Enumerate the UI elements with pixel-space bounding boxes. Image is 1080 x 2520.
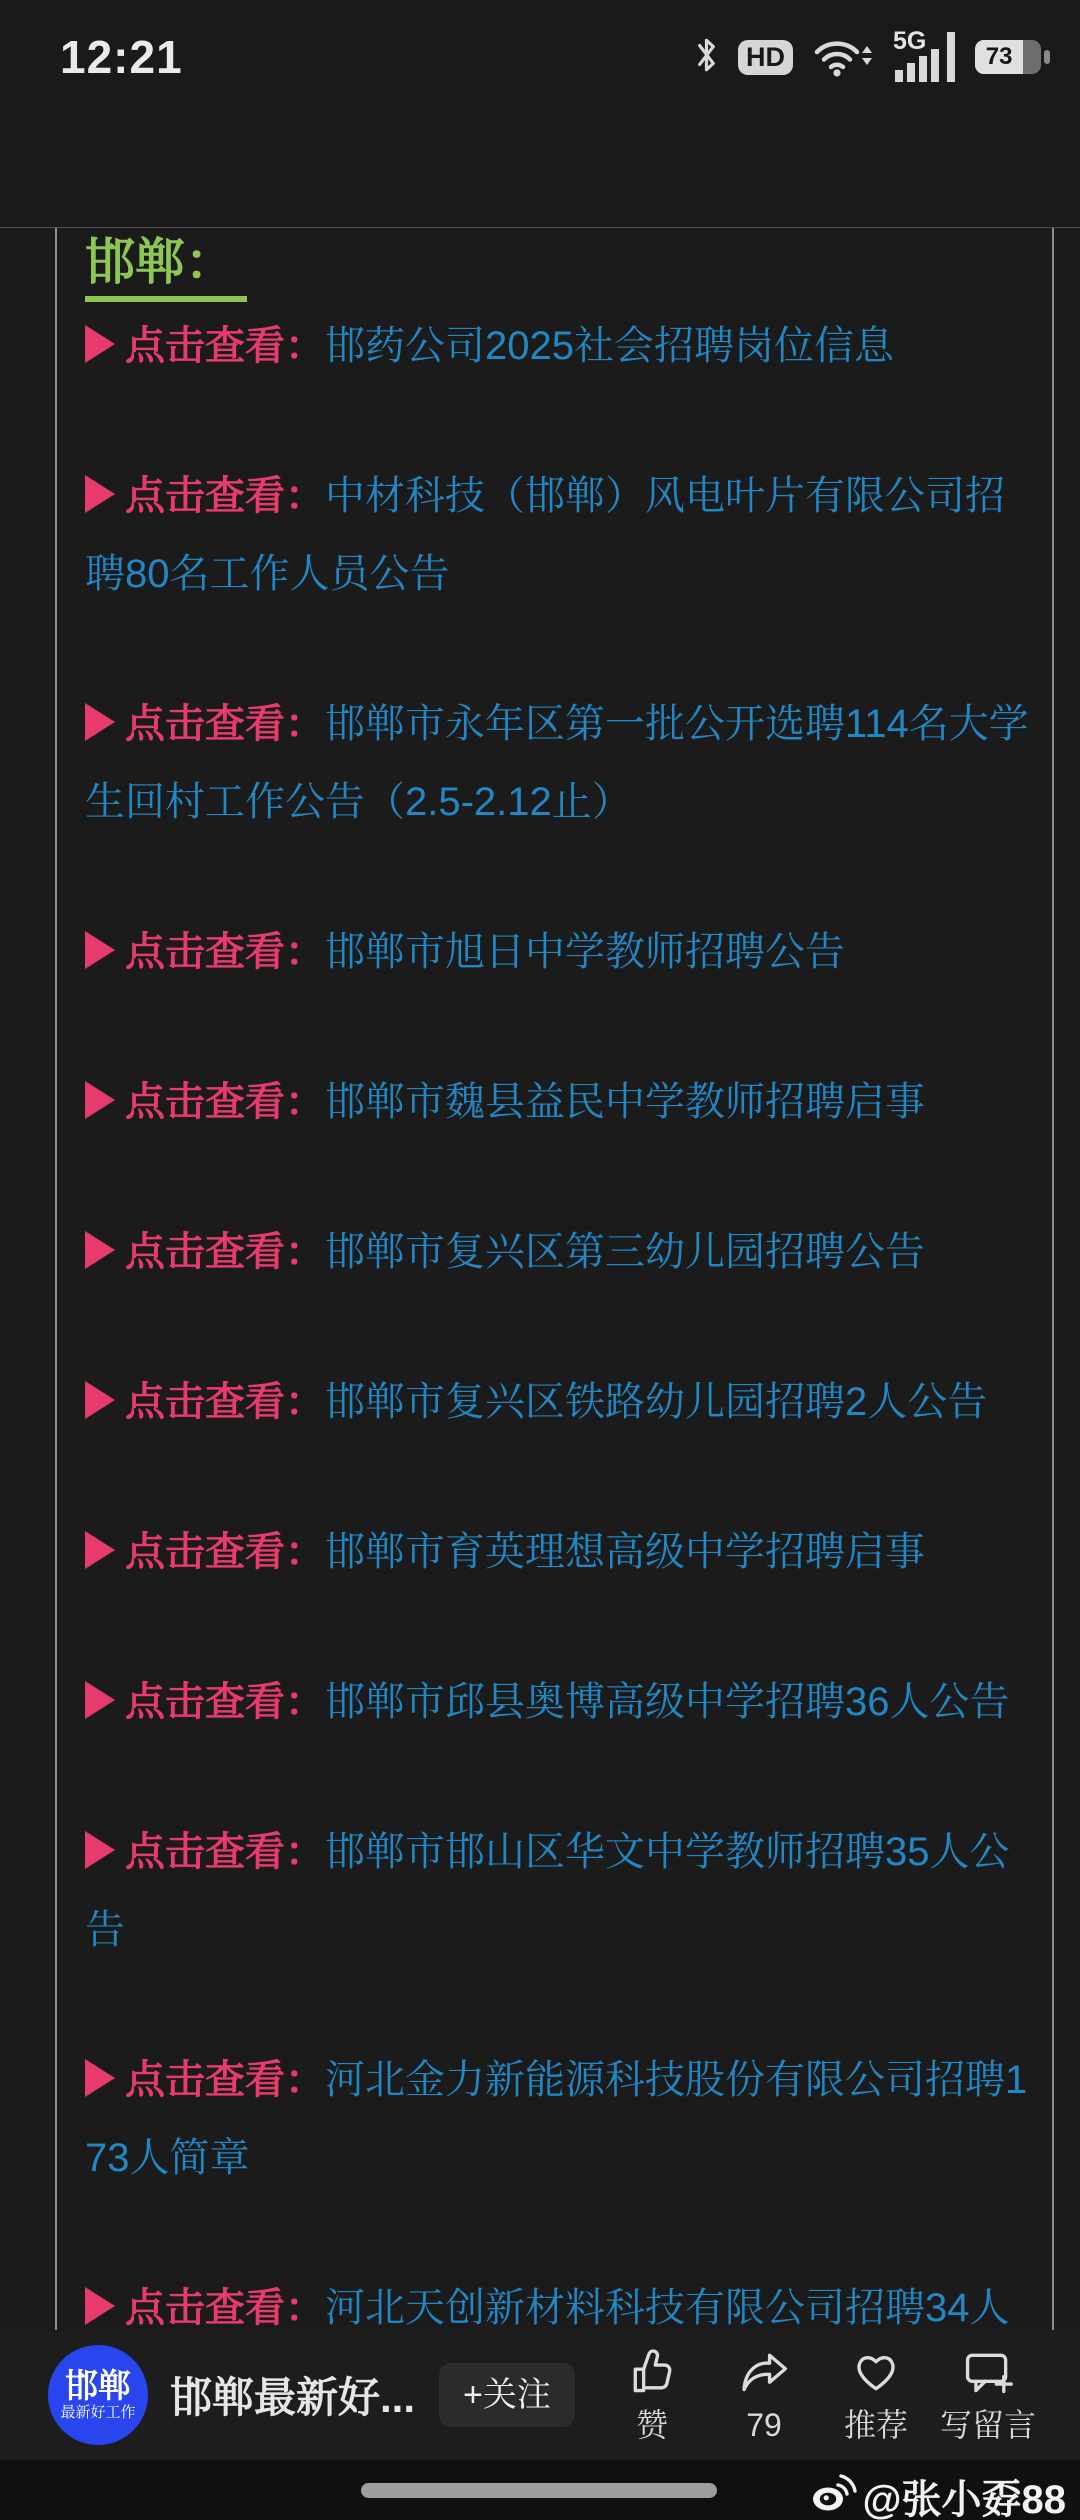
action-bar: [596, 2346, 1044, 2443]
click-prefix: 点击查看：: [125, 324, 325, 368]
thumbs-up-icon: [626, 2346, 678, 2403]
recommend-button[interactable]: [820, 2346, 932, 2443]
list-item: [85, 913, 1030, 991]
play-triangle-icon: [85, 1381, 115, 1419]
network-type-label: 5G: [893, 27, 927, 55]
job-link[interactable]: 邯郸市邱县奥博高级中学招聘36人公告: [325, 1680, 1010, 1724]
click-prefix: 点击查看：: [125, 1080, 325, 1124]
play-triangle-icon: [85, 1231, 115, 1269]
job-link[interactable]: 邯郸市复兴区第三幼儿园招聘公告: [325, 1230, 925, 1274]
home-indicator[interactable]: [361, 2483, 717, 2498]
click-prefix: 点击查看：: [125, 1530, 325, 1574]
job-link[interactable]: 邯郸市永年区第一批公开选聘114名大学生回村工作公告（2.5-2.12止）: [85, 702, 1029, 824]
avatar-text-line2: 最新好工作: [60, 2404, 136, 2421]
list-item: [85, 1213, 1030, 1291]
clock: 12:21: [60, 31, 183, 83]
list-item: [85, 685, 1030, 841]
share-forward-icon: [738, 2346, 790, 2403]
content-left-border: [55, 228, 57, 2331]
share-count: 79: [746, 2407, 782, 2444]
play-triangle-icon: [85, 1681, 115, 1719]
job-link[interactable]: 邯郸市复兴区铁路幼儿园招聘2人公告: [325, 1380, 988, 1424]
play-triangle-icon: [85, 1531, 115, 1569]
play-triangle-icon: [85, 475, 115, 513]
like-button[interactable]: [596, 2346, 708, 2443]
play-triangle-icon: [85, 1081, 115, 1119]
play-triangle-icon: [85, 1831, 115, 1869]
like-label: 赞: [635, 2407, 668, 2444]
comment-plus-icon: [962, 2346, 1014, 2403]
bottom-strip: [0, 2460, 1080, 2520]
recommend-label: 推荐: [843, 2407, 908, 2444]
job-link[interactable]: 邯郸市育英理想高级中学招聘启事: [325, 1530, 925, 1574]
job-link[interactable]: 邯药公司2025社会招聘岗位信息: [325, 324, 894, 368]
status-icons: [694, 28, 1050, 87]
bluetooth-icon: [694, 34, 720, 81]
hd-badge: HD: [738, 40, 793, 75]
play-triangle-icon: [85, 931, 115, 969]
click-prefix: 点击查看：: [125, 2058, 325, 2102]
author-bar: [0, 2330, 1080, 2460]
share-button[interactable]: [708, 2346, 820, 2443]
wifi-icon: [811, 32, 875, 83]
click-prefix: 点击查看：: [125, 930, 325, 974]
play-triangle-icon: [85, 2287, 115, 2325]
click-prefix: 点击查看：: [125, 1230, 325, 1274]
list-item: [85, 307, 1030, 385]
nav-bar: [0, 100, 1080, 227]
comment-label: 写留言: [939, 2407, 1036, 2444]
job-link[interactable]: 邯郸市旭日中学教师招聘公告: [325, 930, 845, 974]
click-prefix: 点击查看：: [125, 1680, 325, 1724]
list-item: [85, 1363, 1030, 1441]
list-item: [85, 1813, 1030, 1969]
click-prefix: 点击查看：: [125, 474, 325, 518]
article-content: [0, 227, 1080, 2331]
job-link[interactable]: 中材科技（邯郸）风电叶片有限公司招聘80名工作人员公告: [85, 474, 1005, 596]
content-right-border[interactable]: [1052, 228, 1054, 2331]
click-prefix: 点击查看：: [125, 2286, 325, 2330]
avatar[interactable]: [48, 2345, 148, 2445]
list-item: [85, 1063, 1030, 1141]
play-triangle-icon: [85, 2059, 115, 2097]
list-item: [85, 2269, 1030, 2331]
job-link[interactable]: 邯郸市邯山区华文中学教师招聘35人公告: [85, 1830, 1010, 1952]
click-prefix: 点击查看：: [125, 702, 325, 746]
watermark: [809, 2468, 1067, 2520]
list-item: [85, 1663, 1030, 1741]
author-name[interactable]: 邯郸最新好...: [170, 2374, 416, 2421]
heart-icon: [850, 2346, 902, 2403]
list-item: [85, 1513, 1030, 1591]
comment-button[interactable]: [932, 2346, 1044, 2443]
job-link[interactable]: 河北金力新能源科技股份有限公司招聘173人简章: [85, 2058, 1028, 2180]
job-link[interactable]: 河北天创新材料科技有限公司招聘34人: [325, 2286, 1010, 2330]
weibo-logo-icon: [809, 2470, 857, 2520]
avatar-text-line1: 邯郸: [65, 2367, 131, 2404]
follow-button[interactable]: +关注: [439, 2363, 575, 2427]
city-heading: 邯郸：: [85, 236, 247, 302]
battery-icon: [975, 40, 1050, 74]
signal-5g-icon: [893, 28, 957, 87]
watermark-handle: @张小孬88: [862, 2478, 1066, 2520]
job-link[interactable]: 邯郸市魏县益民中学教师招聘启事: [325, 1080, 925, 1124]
list-item: [85, 457, 1030, 613]
click-prefix: 点击查看：: [125, 1830, 325, 1874]
status-bar: [0, 0, 1080, 100]
play-triangle-icon: [85, 325, 115, 363]
list-item: [85, 2041, 1030, 2197]
battery-percent: 73: [985, 43, 1013, 70]
click-prefix: 点击查看：: [125, 1380, 325, 1424]
play-triangle-icon: [85, 703, 115, 741]
